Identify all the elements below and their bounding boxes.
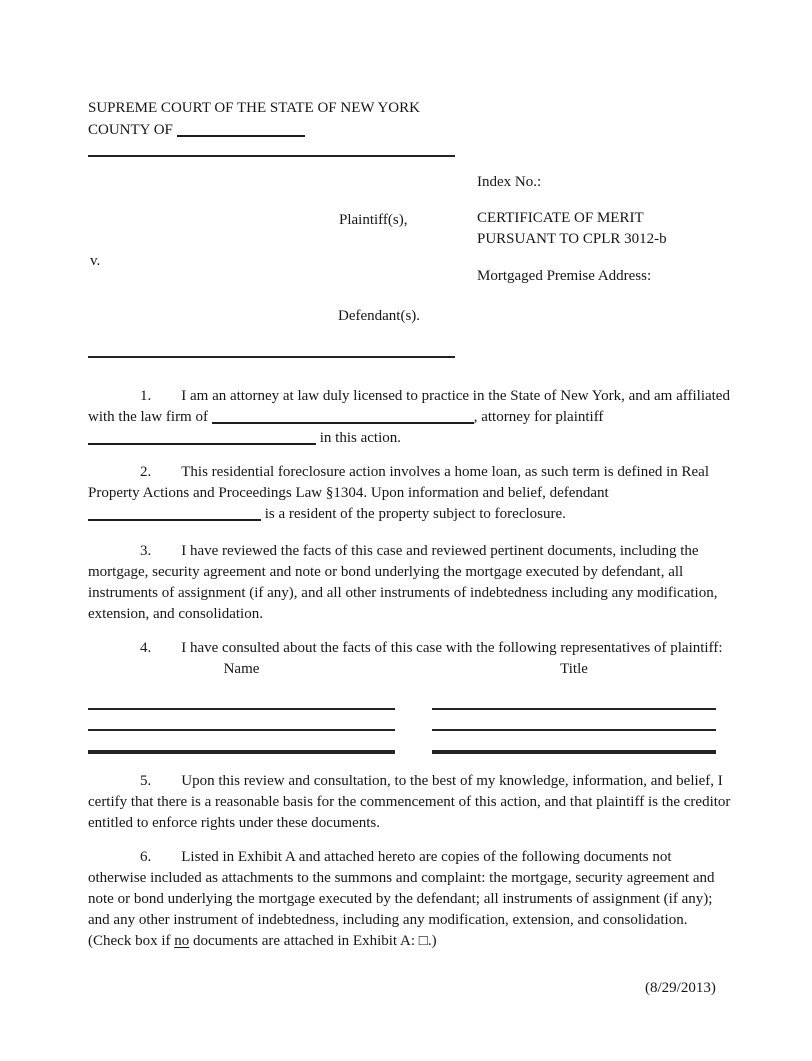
law-firm-blank-line [212, 409, 474, 424]
paragraph-6 [88, 847, 733, 952]
name-blank-line-3 [88, 731, 395, 752]
underlined-word-no: no [174, 933, 190, 949]
paragraph-1 [88, 386, 733, 449]
paragraph-5-number: 5. [140, 773, 152, 789]
county-blank-line [177, 122, 305, 137]
table-spacer [88, 680, 395, 688]
paragraph-2 [88, 462, 733, 525]
defendant-label: Defendant(s). [338, 308, 421, 324]
paragraph-2-text: This residential foreclosure action involves a home loan, as such term is defined in Real Property Actions and Proceedings Law §1304. Upon information and belief, defendant [88, 464, 710, 501]
paragraph-6-text-2: documents are attached in Exhibit A: [192, 933, 416, 949]
paragraph-4-text: I have consulted about the facts of this case with the following representatives of plaintiff: [181, 640, 723, 656]
paragraph-6-number: 6. [140, 849, 152, 865]
empty-checkbox-icon: □ [418, 933, 428, 949]
paragraph-5-text: Upon this review and consultation, to the best of my knowledge, information, and belief, I certify that there is a reasonable basis for the commencement of this action, and that plaintiff is the creditor entitled to enforce rights under these documents. [88, 773, 731, 831]
county-label: COUNTY OF [88, 122, 173, 138]
name-column-header: Name [223, 661, 260, 677]
paragraph-1-text-3: in this action. [319, 430, 401, 446]
name-blank-line-1 [88, 688, 395, 710]
paragraph-1-text-2: , attorney for plaintiff [473, 409, 604, 425]
county-line [88, 119, 468, 141]
consultation-table [88, 659, 716, 754]
title-blank-line-1 [432, 688, 716, 710]
court-header [88, 97, 468, 141]
name-blank-line-4 [88, 752, 395, 754]
index-number-label: Index No.: [477, 174, 542, 190]
paragraph-5 [88, 771, 733, 834]
paragraph-6-text: Listed in Exhibit A and attached hereto are copies of the following documents not otherwise included as attachments to the summons and complaint: the mortgage, security agreement and note or bond underlying the mortgage executed by the defendant; all instruments of assignment (if any); and any other instrument of indebtedness, including any modification, extension, and consolidation. (Check box if [88, 849, 715, 949]
title-blank-line-3 [432, 731, 716, 752]
document-title-line2: PURSUANT TO CPLR 3012-b [477, 231, 667, 247]
revision-date: (8/29/2013) [645, 980, 716, 996]
paragraph-3-text: I have reviewed the facts of this case and reviewed pertinent documents, including the mortgage, security agreement and note or bond underlying the mortgage executed by defendant, all instruments of assignment (if any), and all other instruments of indebtedness including any modification, extension, and consolidation. [88, 543, 718, 622]
mortgaged-premise-label: Mortgaged Premise Address: [477, 268, 652, 284]
document-title-line1: CERTIFICATE OF MERIT [477, 210, 644, 226]
paragraph-2-text-2: is a resident of the property subject to foreclosure. [264, 506, 566, 522]
paragraph-4 [88, 638, 733, 659]
paragraph-2-number: 2. [140, 464, 152, 480]
paragraph-4-number: 4. [140, 640, 152, 656]
table-spacer [432, 680, 716, 688]
document-body [88, 375, 733, 952]
plaintiff-name-blank-line [88, 430, 316, 445]
title-column-header: Title [560, 661, 588, 677]
paragraph-1-text: I am an attorney at law duly licensed to practice in the State of New York, and am affiliated with the law firm of [88, 388, 730, 425]
paragraph-1-number: 1. [140, 388, 152, 404]
caption-divider-top [88, 155, 455, 157]
title-blank-line-2 [432, 710, 716, 731]
versus-label: v. [90, 253, 101, 269]
caption-divider-bottom [88, 356, 455, 358]
defendant-name-blank-line [88, 506, 261, 521]
paragraph-3-number: 3. [140, 543, 152, 559]
paragraph-6-text-3: .) [427, 933, 437, 949]
court-name: SUPREME COURT OF THE STATE OF NEW YORK [88, 100, 420, 116]
paragraph-3 [88, 541, 733, 625]
plaintiff-label: Plaintiff(s), [339, 212, 408, 228]
title-blank-line-4 [432, 752, 716, 754]
name-blank-line-2 [88, 710, 395, 731]
